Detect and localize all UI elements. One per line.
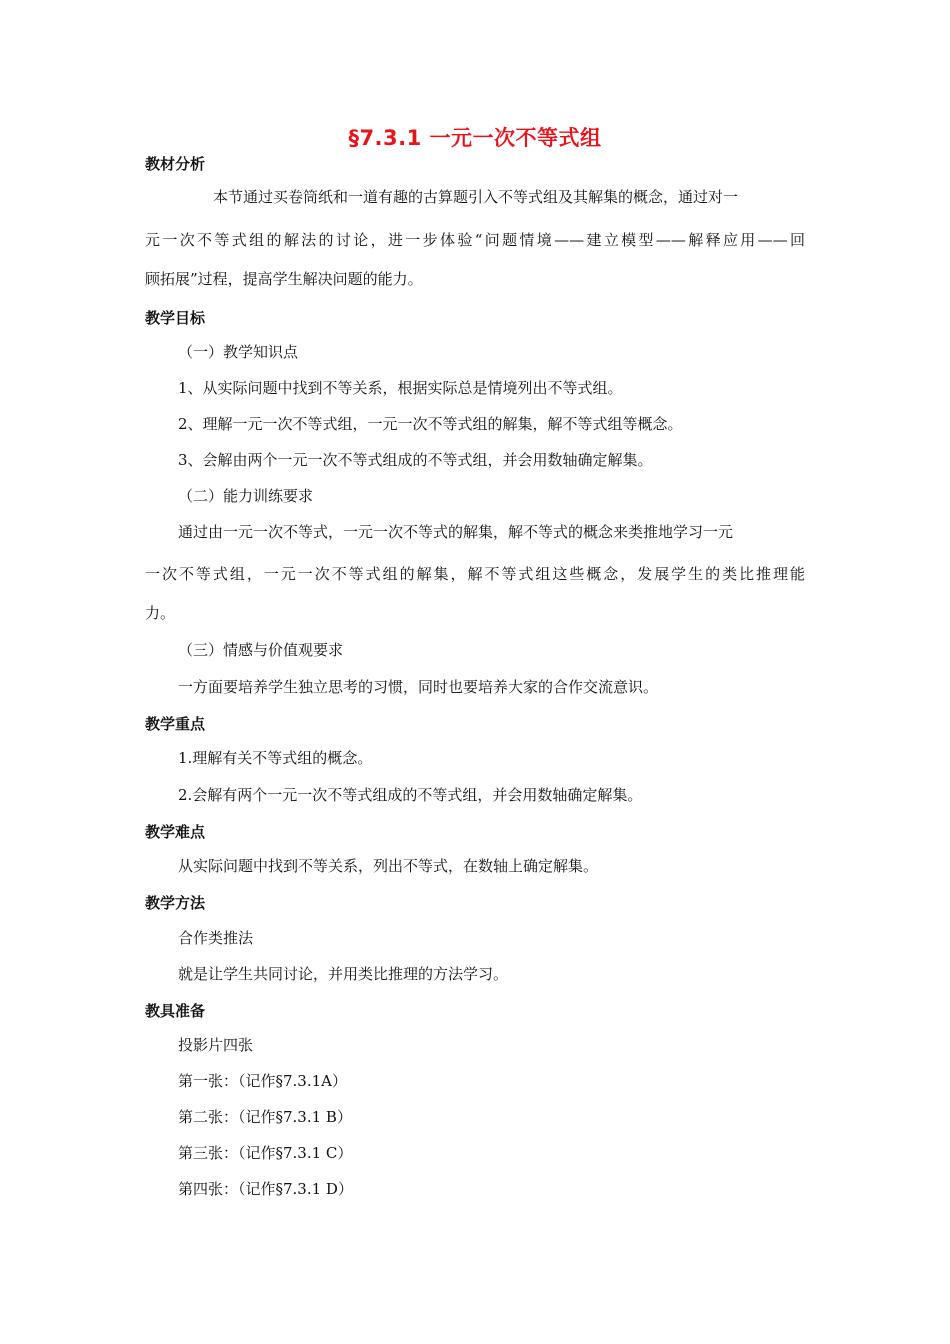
section-heading-material-analysis: 教材分析: [145, 155, 206, 173]
subheading-knowledge: （一）教学知识点: [178, 343, 299, 361]
paragraph-line: 一方面要培养学生独立思考的习惯，同时也要培养大家的合作交流意识。: [178, 678, 659, 696]
list-item: 1、从实际问题中找到不等关系，根据实际总是情境列出不等式组。: [178, 379, 623, 397]
paragraph-line: 通过由一元一次不等式，一元一次不等式的解集，解不等式的概念来类推地学习一元: [178, 523, 734, 541]
subheading-ability: （二）能力训练要求: [178, 487, 314, 505]
list-item: 2.会解有两个一元一次不等式组成的不等式组，并会用数轴确定解集。: [178, 786, 643, 804]
paragraph-line: 力。: [145, 604, 176, 622]
list-item: 2、理解一元一次不等式组，一元一次不等式组的解集，解不等式组等概念。: [178, 415, 683, 433]
list-item: 3、会解由两个一元一次不等式组成的不等式组，并会用数轴确定解集。: [178, 451, 653, 469]
list-item: 合作类推法: [178, 929, 254, 947]
list-item: 就是让学生共同讨论，并用类比推理的方法学习。: [178, 965, 509, 983]
section-heading-difficulties: 教学难点: [145, 823, 206, 841]
list-item: 投影片四张: [178, 1036, 254, 1054]
list-item: 1.理解有关不等式组的概念。: [178, 749, 373, 767]
section-heading-tools: 教具准备: [145, 1002, 206, 1020]
paragraph-line: 顾拓展”过程，提高学生解决问题的能力。: [145, 270, 423, 288]
paragraph-line: 本节通过买卷筒纸和一道有趣的古算题引入不等式组及其解集的概念，通过对一: [213, 188, 739, 206]
section-heading-methods: 教学方法: [145, 894, 206, 912]
paragraph-line: 元一次不等式组的解法的讨论，进一步体验“问题情境——建立模型——解释应用——回: [145, 231, 805, 249]
list-item: 第四张：（记作§7.3.1 D）: [178, 1180, 353, 1198]
paragraph-line: 从实际问题中找到不等关系，列出不等式，在数轴上确定解集。: [178, 857, 599, 875]
page-title: §7.3.1 一元一次不等式组: [348, 126, 602, 150]
subheading-emotion: （三）情感与价值观要求: [178, 641, 344, 659]
list-item: 第三张：（记作§7.3.1 C）: [178, 1144, 353, 1162]
list-item: 第一张：（记作§7.3.1A）: [178, 1072, 347, 1090]
section-heading-key-points: 教学重点: [145, 715, 206, 733]
section-heading-teaching-goals: 教学目标: [145, 309, 206, 327]
paragraph-line: 一次不等式组，一元一次不等式组的解集，解不等式组这些概念，发展学生的类比推理能: [145, 565, 805, 583]
list-item: 第二张：（记作§7.3.1 B）: [178, 1108, 352, 1126]
